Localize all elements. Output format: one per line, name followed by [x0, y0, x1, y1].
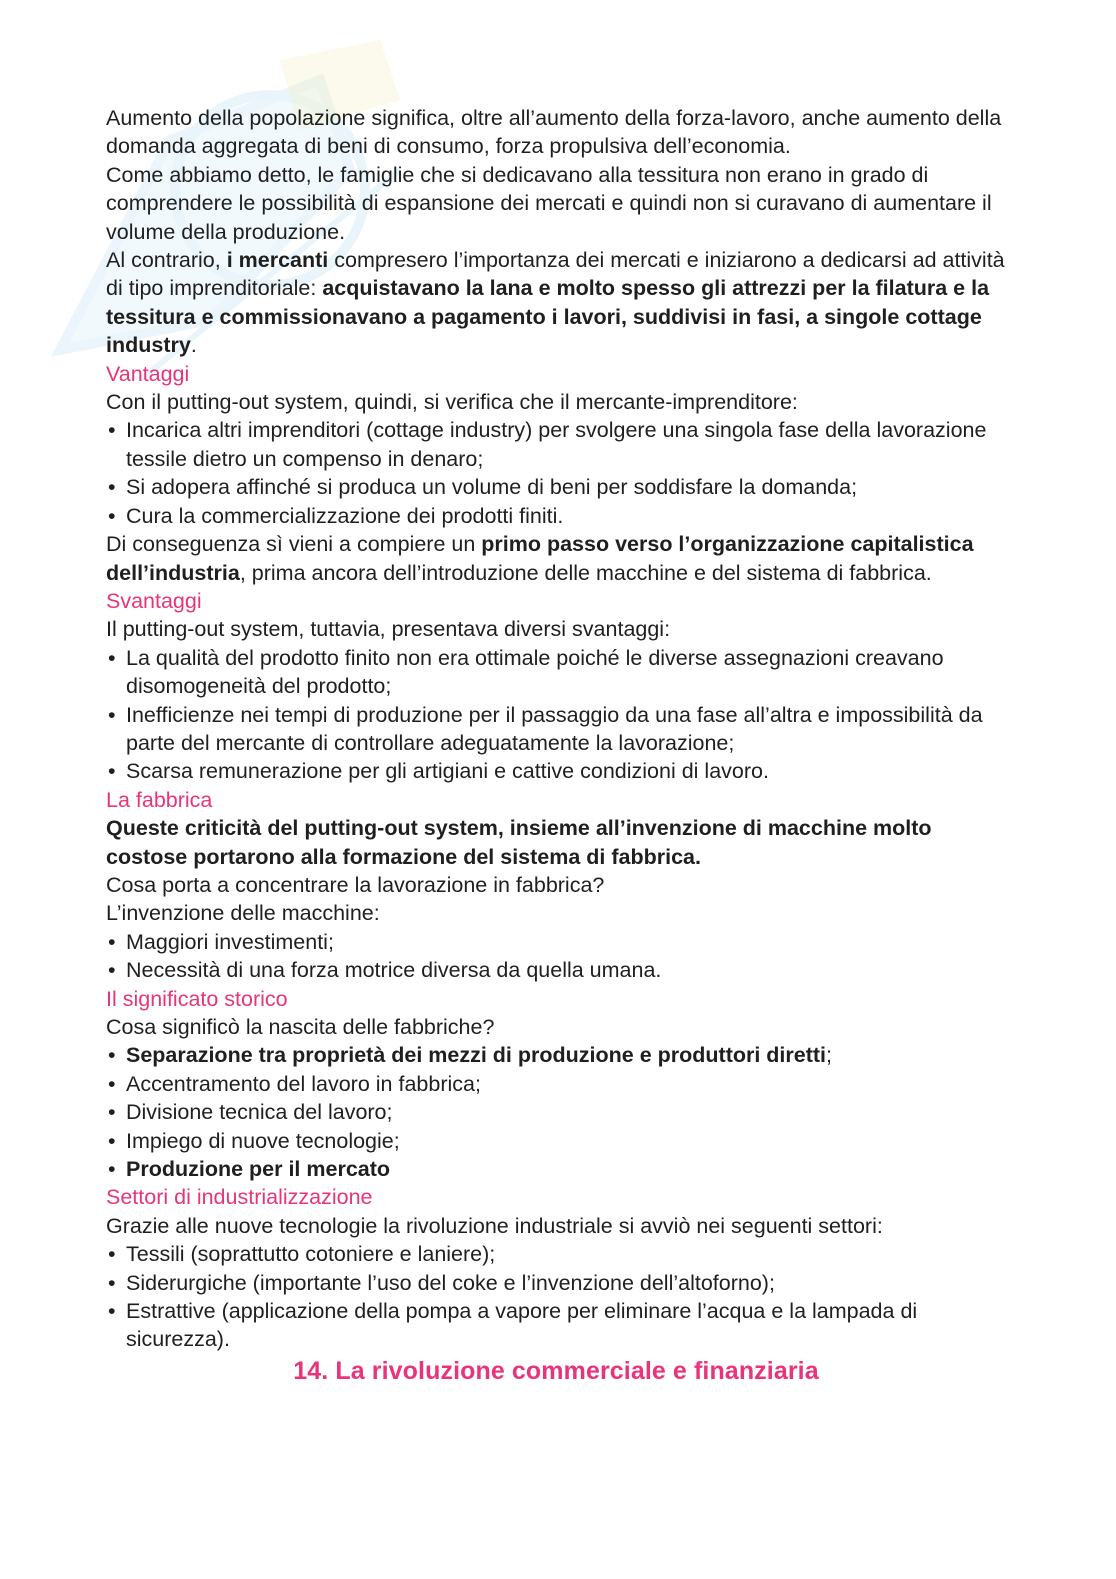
bullet-list-storico: [106, 1041, 1006, 1183]
paragraph-text: , prima ancora dell’introduzione delle macchine e del sistema di fabbrica.: [239, 560, 932, 585]
list-item-text: ;: [826, 1043, 833, 1068]
section-heading-fabbrica: La fabbrica: [106, 787, 213, 812]
list-item: • Impiego di nuove tecnologie;: [106, 1127, 1006, 1155]
paragraph-text: .: [190, 333, 197, 358]
list-item: • Scarsa remunerazione per gli artigiani e cattive condizioni di lavoro.: [106, 757, 1006, 785]
section-heading-settori: Settori di industrializzazione: [106, 1185, 373, 1210]
section-intro: Con il putting-out system, quindi, si verifica che il mercante-imprenditore:: [106, 390, 798, 415]
bold-statement: [106, 814, 1006, 871]
bold-text: primo passo verso l’organizzazione capitalistica dell’industria: [106, 532, 974, 585]
section-intro: Il putting-out system, tuttavia, presentava diversi svantaggi:: [106, 617, 671, 642]
paragraph-text: compresero l’importanza dei mercati e iniziarono a dedicarsi ad attività di tipo imprenditoriale:: [106, 248, 1005, 301]
bold-text: Separazione tra proprietà dei mezzi di produzione e produttori diretti: [126, 1043, 827, 1068]
list-item: • Accentramento del lavoro in fabbrica;: [106, 1070, 1006, 1098]
list-item: • Si adopera affinché si produca un volume di beni per soddisfare la domanda;: [106, 473, 1006, 501]
section-heading-vantaggi: Vantaggi: [106, 361, 190, 386]
list-item: • Incarica altri imprenditori (cottage industry) per svolgere una singola fase della lavorazione tessile dietro un compenso in denaro;: [106, 416, 1006, 473]
bullet-list-svantaggi: [106, 644, 1006, 786]
paragraph-text: Di conseguenza sì vieni a compiere un: [106, 532, 482, 557]
paragraph-merchants: [106, 246, 1006, 360]
bold-text: acquistavano la lana e molto spesso gli attrezzi per la filatura e la tessitura e commissionavano a pagamento i lavori, suddivisi in fasi, a singole cottage industry: [106, 276, 990, 358]
paragraph-conclusion: [106, 530, 1006, 587]
list-item: • Divisione tecnica del lavoro;: [106, 1098, 1006, 1126]
bullet-list-settori: [106, 1240, 1006, 1354]
section-question: Cosa significò la nascita delle fabbriche?: [106, 1015, 495, 1039]
section-question: Cosa porta a concentrare la lavorazione in fabbrica?: [106, 872, 605, 897]
list-item: • Tessili (soprattutto cotoniere e laniere);: [106, 1240, 1006, 1268]
paragraph-population: Aumento della popolazione significa, oltre all’aumento della forza-lavoro, anche aumento della domanda aggregata di beni di consumo, forza propulsiva dell’economia.: [106, 106, 1002, 159]
bold-text: Queste criticità del putting-out system, insieme all’invenzione di macchine molto costose portarono alla formazione del sistema di fabbrica.: [106, 816, 932, 869]
list-item: • Inefficienze nei tempi di produzione per il passaggio da una fase all’altra e impossibilità da parte del mercante di controllare adeguatamente la lavorazione;: [106, 701, 1006, 758]
section-intro: Grazie alle nuove tecnologie la rivoluzione industriale si avviò nei seguenti settori:: [106, 1213, 883, 1238]
list-item: • Maggiori investimenti;: [106, 928, 1006, 956]
document-page: [106, 104, 1006, 1388]
paragraph-text: Al contrario,: [106, 248, 227, 273]
list-item: [106, 1155, 1006, 1183]
list-item: • Siderurgiche (importante l’uso del coke e l’invenzione dell’altoforno);: [106, 1269, 1006, 1297]
paragraph-families: Come abbiamo detto, le famiglie che si dedicavano alla tessitura non erano in grado di comprendere le possibilità di espansione dei mercati e quindi non si curavano di aumentare il volume della produzione.: [106, 162, 992, 244]
bullet-list-fabbrica: [106, 928, 1006, 985]
bold-text: i mercanti: [226, 248, 329, 273]
section-heading-storico: Il significato storico: [106, 986, 288, 1011]
section-heading-svantaggi: Svantaggi: [106, 588, 202, 613]
chapter-title: 14. La rivoluzione commerciale e finanziaria: [293, 1356, 819, 1385]
list-item: • Necessità di una forza motrice diversa da quella umana.: [106, 956, 1006, 984]
list-item: • Estrattive (applicazione della pompa a vapore per eliminare l’acqua e la lampada di sicurezza).: [106, 1297, 1006, 1354]
bold-text: Produzione per il mercato: [126, 1157, 391, 1182]
list-item: • La qualità del prodotto finito non era ottimale poiché le diverse assegnazioni creavano disomogeneità del prodotto;: [106, 644, 1006, 701]
list-item: • Cura la commercializzazione dei prodotti finiti.: [106, 502, 1006, 530]
bullet-list-vantaggi: [106, 416, 1006, 530]
list-item: [106, 1041, 1006, 1069]
section-intro: L’invenzione delle macchine:: [106, 901, 380, 926]
